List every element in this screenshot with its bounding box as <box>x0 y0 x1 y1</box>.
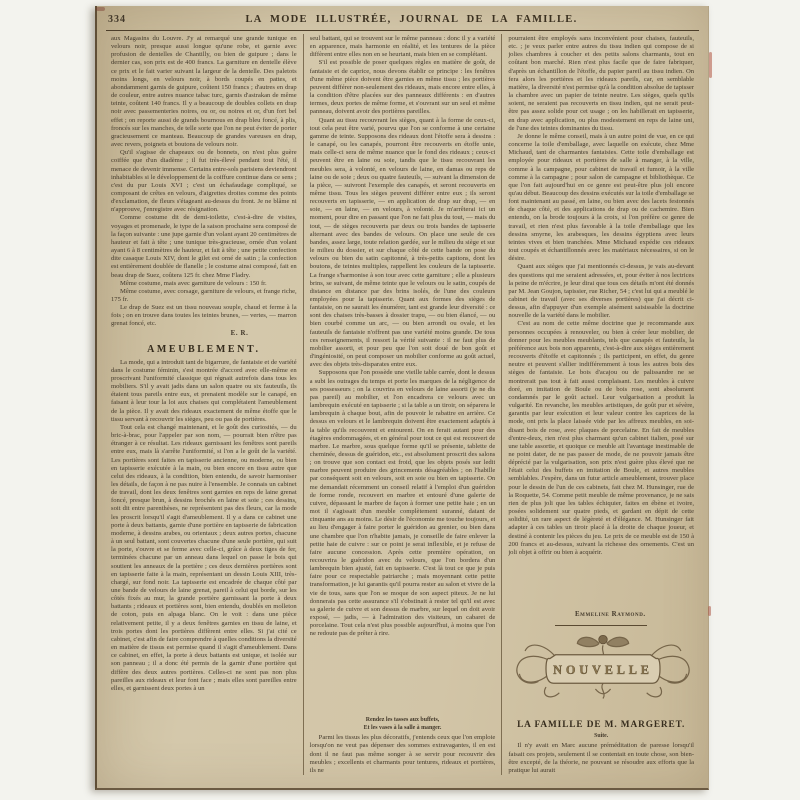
column-2 <box>303 34 502 775</box>
paragraph: Supposons que l'on possède une vieille table carrée, dont le dessus a subi les outrages du temps et porte les marques de la négligence de ses possesseurs ; on la couvrira en velours de laine assorti (je ne dis pas pareil) au mobilier, et l'on encadrera ce velours avec un lambrequin exécuté en tapisserie ; si la table a un tiroir, on séparera le lambrequin à chaque bout, afin de pouvoir le rabattre en arrière. Ce dessus en velours et le lambrequin doivent être exactement adaptés à la table qu'ils recouvrent et entourent. On en ferait autant pour des étagères endommagées, et en général pour tout ce qui est recouvert de marbre. Le marbre, sous quelque forme qu'il se présente, tablette de cheminée, dessus de guéridon, etc., est absolument proscrit des salons ; on trouve que son contact est froid, que les objets posés sur ledit marbre peuvent produire des grincements désagréables ; on l'habille par conséquent soit en velours, soit en soie ou bien en tapisserie. On me demandait récemment un conseil relatif à l'emploi d'un guéridon de forme ronde, recouvert en marbre et entouré d'une galerie de cuivre, dépassant le marbre de façon à former une petite haie ; en un mot il s'agissait d'un meuble complètement suranné, datant de cinquante ans au moins. Le désir de l'économie me touche toujours, et au lieu d'engager à faire porter le guéridon au grenier, ou bien dans une chambre que l'on n'habite jamais, je conseille de faire enlever la petite haie de cuivre : sur ce point je serai inflexible, et je refuse de faire aucune concession. Après cette première opération, on recouvrira le guéridon avec du velours, que l'on bordera d'un lambrequin bien ajusté, fait en tapisserie. C'est là tout ce que je puis faire pour ce respectable patriarche ; mais moyennant cette petite transformation, je lui garantis qu'il pourra rester au salon et vivre de la vie de tous, sans que l'on se moque de son aspect piteux. Je ne lui donnerais pas cette assurance s'il s'obstinait à rester tel qu'il est avec sa galerie de cuivre et son dessus de marbre, sur lequel on doit avoir exposé, — jadis, — à l'admiration des visiteurs, un cabaret de porcelaine. Tout cela n'est plus possible aujourd'hui, à moins que l'on ne redoute pas de prêter à rire. <box>309 369 496 638</box>
paragraph: C'est au nom de cette même doctrine que je recommande aux personnes occupées à renouveler, ou bien à créer leur mobilier, de donner pour les meubles meublants, tels que canapés et fauteuils, la préférence aux bois non apparents, c'est-à-dire aux sièges entièrement recouverts d'étoffe et capitonnés ; ils participent, en effet, du genre neutre et peuvent s'allier indifféremment à tous les autres bois des sièges de fantaisie. Le bois d'acajou ou de palissandre ne se montrerait pas tout à fait aussi complaisant. Les meubles à cuivre doré, en imitation de Boule ou de bois rose, sont absolument condamnés par le goût actuel. Leur vulgarisation a produit la vulgarité. En revanche, les meubles artistiques, de goût pur et sévère, garantis par leur exécution et leur valeur contre les caprices de la mode, ont pris la place laissée vide par les affreux meubles, en soi-disant bois de rose, avec plaques de porcelaine. En fait de meubles d'entre-deux, rien n'est plus charmant qu'un cabinet italien, posé sur une table assortie, et quoique ce meuble ait l'avantage inestimable de ne point dater, de ne pas passer de mode, de ne pouvoir jamais être déprécié par la vulgarisation, son prix n'est guère plus élevé que ne l'était celui des buffets en imitation de Boule, et autres meubles semblables. J'espère, dans un futur article ameublement, trouver place pour le dessin de l'un de ces cabinets, fait chez M. Hunsinger, rue de la Roquette, 54. Comme petit meuble de même provenance, je ne sais rien de plus joli que les tables échiquier, faites en ébène et ivoire, posées solidement sur quatre pieds, et gardant en dépit de cette solidité, un rare aspect de légèreté et d'élégance. M. Hunsinger fait adapter à ces tables un tiroir placé à la droite de chaque joueur, et destiné à contenir les pièces du jeu. Le prix de ce meuble est de 150 à 200 francs et au-dessus, suivant la richesse des ornements. C'est un joli objet à offrir ou bien à acquérir. <box>508 320 695 556</box>
page-header <box>106 12 699 31</box>
column-3-text <box>508 35 694 610</box>
column-3-footer <box>508 610 694 775</box>
paragraph: seul battant, qui se trouvent sur le même panneau : donc il y a variété en apparence, mais harmonie en réalité, et les tentures de la pièce diffèrent entre elles non en se heurtant, mais bien en se complétant. <box>309 35 496 59</box>
column-3 <box>501 34 700 775</box>
author-signature: E. R. <box>230 329 249 337</box>
paragraph: Le drap de Suez est un tissu nouveau souple, chaud et ferme à la fois ; on en trouve dans toutes les teintes brunes, — vertes, — marron grenat foncé, etc. <box>111 304 297 328</box>
column-2-footer <box>310 714 496 775</box>
paragraph: Quant aux sièges que j'ai mentionnés ci-dessus, je vais au-devant des questions qui me seraient adressées, et, pour éviter à nos lectrices la peine de m'écrire, je leur dirai que tous ces détails m'ont été donnés par M. Jean Goujon, tapissier, rue Richer, 54 ; c'est lui qui a meublé le cabinet de travail (avec ses diverses portières) que j'ai décrit ci-dessus, afin d'appuyer d'un exemple aisément saisissable la doctrine nouvelle de la variété dans le mobilier. <box>508 263 695 320</box>
scan-artifact <box>709 52 712 78</box>
verse-couplet: Rendez les tasses aux buffets, Et les vases à la salle à manger. <box>363 717 442 731</box>
paragraph: Parmi les tissus les plus décoratifs, j'entends ceux que l'on emploie lorsqu'on ne veut pas dépenser des sommes extravagantes, il en est dont il ne faut pas même songer à se servir pour recouvrir des meubles ; excellents et charmants pour tentures, rideaux et portières, ils ne <box>309 734 496 774</box>
nouvelle-cartouche <box>508 630 698 715</box>
paragraph: Même costume, avec corsage, garniture de velours, et frange riche, 175 fr. <box>111 287 297 303</box>
paragraph: aux Magasins du Louvre. J'y ai remarqué une grande tunique en velours noir, presque aussi longue qu'une robe, et garnie avec profusion de dentelles de Chantilly, ou bien de guipure ; dans le dernier cas, son prix est de 400 francs. La garniture en dentelle élève ce prix et le fait varier suivant la largeur de la dentelle. Des paletots moins longs, en velours noir, à bords coupés en pattes, et abondamment garnis de guipure, coûtent 150 francs ; d'autres en drap de couleur, entre autres nuance tabac turc, garnis d'astrakan de même teinte, coûtent 140 francs. Il y a beaucoup de doubles collets en drap noir avec passementeries noires, ou or, ou noires et or, d'un fort bel effet ; on reporte aussi de grands bournous en drap bleu foncé, à plis, froncés sur les manches, de telle sorte que l'on ne peut éviter de porter gracieusement ce manteau. Beaucoup de grandes vareuses en drap, avec revers, poignets et boutons de velours noir. <box>111 35 297 149</box>
columns-container <box>105 34 700 775</box>
story-subtitle: Suite. <box>594 733 609 740</box>
svg-text:NOUVELLE: NOUVELLE <box>553 663 654 678</box>
scan-artifact <box>708 606 711 616</box>
paragraph: Qu'il s'agisse de chapeaux ou de bonnets, on n'est plus guère coiffée que d'un diadème ; il fut très-élevé pendant tout l'été, il menace de devenir immense. Certains entre-sols parisiens deviendront inhabitables si le développement de la coiffure continue dans ce sens ; c'est du pur Louis XVI ; c'est un échafaudage compliqué, se composant de crêtes en velours, d'aigrettes droites comme des points d'exclamation, de fleurs s'étageant au-dessus du front. Je ne blâme ni n'approuve, j'enregistre avec résignation. <box>111 149 297 214</box>
author-signature: Emmeline Raymond. <box>574 611 646 619</box>
newspaper-page <box>95 6 709 790</box>
paragraph: Quant au tissu recouvrant les sièges, quant à la forme de ceux-ci, tout cela peut être varié, pourvu que l'on se conforme à une certaine gamme de teinte. Supposons des rideaux dont l'étoffe sera à dessins : le canapé, ou les canapés, pourront être recouverts en étoffe unie, mais celle-ci sera de même nuance que le fond des rideaux ; ceux-ci peuvent être en laine ou soie, tandis que le tissu recouvrant les meubles sera, à volonté, en velours de laine, en damas ou reps de laine ou de soie ; deux ou quatre fauteuils, — suivant la dimension de la pièce, — suivront l'exemple des canapés, et seront recouverts en même tissu. Tous les sièges peuvent différer entre eux ; ils seront recouverts en tapisserie, — en application de drap sur drap, — en soie, — en laine, — en velours, à volonté. Je m'arrêterai ici un moment, pour dire en passant que l'on ne fait plus du tout, — mais du tout, — de sièges recouverts par deux ou trois bandes de tapisserie alternant avec des bandes de velours. On place une seule de ces bandes, assez large, toute relation gardée, sur le milieu du siège et sur le milieu du dossier, et sur chaque côté de cette bande on pose du velours ou bien du satin capitonné, à très-petits capitons, dont les boutons, de teintes multiples, rappellent les couleurs de la tapisserie. La frange s'harmonise à son tour avec cette garniture ; elle a plusieurs brins, se suivant, de même teinte que le velours ou le satin, coupés de distance en distance par des brins isolés, de l'une des couleurs employées pour la tapisserie. Quant aux formes des sièges de fantaisie, on ne saurait les énumérer, tant est grande leur diversité : ce sont des chaises très-basses à dossier trapu, — ou bien élancé, — ou bien courbé comme un arc, — ou bien arrondi ou ovale, et les fauteuils de fantaisie n'offrent pas une variété moins grande. De tous ces renseignements, il ressort la vérité suivante : il ne faut plus de mobilier assorti, et pour peu que l'on soit doué de bon goût et d'ingéniosité, on peut composer un mobilier conforme au goût actuel, avec des objets très-disparates entre eux. <box>309 116 496 369</box>
paragraph: Je donne le même conseil, mais à un autre point de vue, en ce qui concerne la toile d'emballage, avec laquelle on exécute, chez Mme Michaud, tant de charmantes fantaisies. Cette toile d'emballage est employée pour rideaux et portières de salle à manger, à la ville, comme à la campagne, pour cabinet de travail et fumoir, à la ville comme à la campagne ; pour salon de campagne et bibliothèque. Ce que l'on fait aujourd'hui en ce genre est peut-être plus joli encore qu'au début. Beaucoup des dessins exécutés sur la toile d'emballage se font maintenant au passé, en laine, ou bien avec des lacets festonnés de chaque côté, et des applications de drap ou de cachemire. Bien entendu, on la brode toujours à la croix, si l'on préfère ce genre de travail, et rien n'est plus favorable à la toile d'emballage que les dessins smyrne, les arabesques, les dessins égyptiens avec leurs teintes vives et bien tranchées. Mme Michaud expédie ces rideaux tout coupés et échantillonnés avec les matériaux nécessaires, si on le désire. <box>508 132 695 263</box>
paragraph: pourraient être employés sans inconvénient pour chaises, fauteuils, etc. ; je veux parler entre autres du tissu indien qui compose de si jolies chambres à coucher et des petits salons charmants, tout en coûtant bon marché. Rien n'est plus facile que de faire fabriquer, d'après un échantillon de l'étoffe, du papier pareil au tissu indien. On fera alors les portières et les rideaux pareils, car, en semblable matière, la diversité n'est permise qu'à la condition absolue de tapisser la chambre avec un papier de teinte neutre. Les sièges, quels qu'ils soient, ne seraient pas recouverts en tissu indien, qui ne serait peut-être pas assez solide pour cet usage ; on les habillerait en tapisserie, en drap avec application, ou plus modestement en reps de laine uni, de l'une des teintes dominantes du tissu. <box>508 35 695 132</box>
section-heading: AMEUBLEMENT. <box>147 343 261 355</box>
scan-artifact <box>96 7 105 11</box>
column-2-text <box>310 35 496 714</box>
paragraph: Il n'y avait en Marc aucune préméditation de paresse lorsqu'il faisait ces projets, seulement il se contentait en toute chose, son bien-être excepté, de la théorie, ne pouvant se résoudre aux efforts que la pratique lui aurait <box>508 742 695 774</box>
column-1 <box>105 34 303 775</box>
paragraph: Comme costume dit de demi-toilette, c'est-à-dire de visites, voyages et promenade, le type de la saison prochaine sera composé de la façon suivante : une jupe garnie d'un volant ayant 20 centimètres de hauteur et fait à tête ; une tunique très-gracieuse, ornée d'un volant ayant 6 à 8 centimètres de hauteur, et fait à tête ; une petite confection dite casaque Louis XIV, dont le gilet est orné de satin ; la confection est entièrement doublée de flanelle ; le costume ainsi composé, fait en beau drap de Suez, coûtera 125 fr. chez Mme Fladry. <box>111 214 297 279</box>
paragraph: Même costume, mais avec garniture de velours : 150 fr. <box>120 279 267 287</box>
story-title: LA FAMILLE DE M. MARGERET. <box>517 720 686 731</box>
paragraph: La mode, qui a introduit tant de bigarrure, de fantaisie et de variété dans le costume féminin, s'est montrée d'accord avec elle-même en proscrivant l'uniformité classique qui régnait autrefois dans tous les mobiliers. S'il y avait jadis dans un salon quatre ou six fauteuils, ils étaient tous pareils entre eux, et prenaient modèle sur le canapé, en faisant à leur tour la loi aux chaises qui complétaient l'ameublement de la pièce. Il y avait des rideaux exactement de même étoffe que le tissu servant à recouvrir les sièges, peu ou pas de portières. <box>111 358 297 423</box>
journal-title: LA MODE ILLUSTRÉE, JOURNAL DE LA FAMILLE. <box>245 14 578 25</box>
column-1-text <box>111 35 297 775</box>
nouvelle-engraving <box>508 630 698 710</box>
divider-rule <box>555 625 647 626</box>
page-number: 334 <box>108 14 126 25</box>
paragraph: Tout cela est changé maintenant, et le goût des curiosités, — du bric-à-brac, pour l'appeler par son nom, — pourrait bien n'être pas étranger à ce résultat. Les rideaux garnissant les fenêtres sont pareils entre eux, mais là s'arrête l'uniformité, si l'on a le goût de la variété. Les portières sont faites en tapisserie ancienne, ou moderne, ou bien en tapisserie exécutée à la main, ou bien encore en tissu autre que celui des rideaux, à la condition, bien entendu, de savoir harmoniser les détails, de façon à ne pas nuire à l'ensemble. Je connais un cabinet de travail, dont les deux fenêtres sont garnies en reps de laine grenat foncé, presque brun, à dessins brochés en laine et soie ; ces dessins, soit dit entre parenthèses, ne représentent pas des fleurs, car la mode les proscrit lorsqu'il s'agit d'ameublement. Il y a dans ce cabinet une porte à deux battants, garnie d'une portière en tapisserie de fabrication moderne, à dessins arabes, ou orientaux ; deux autres portes, chacune à un seul battant, sont couvertes chacune d'une seule portière, qui suit la porte, s'ouvre et se ferme avec celle-ci, grâce à deux tiges de fer, terminées chacune par un anneau dans lequel on passe le bois qui soutient les anneaux de la portière ; ces deux dernières portières sont en tapisserie faite à la main, représentant un dessin Louis XIII, très-chargé, sur fond noir. La tapisserie est encadrée de chaque côté par une bande de velours de laine grenat, pareil à celui qui borde, sur les côtés fixés au mur, la grande portière garnissant la porte à deux battants ; rideaux et portières sont, bien entendu, doublés en molleton de coton, puis en alpaga blanc. On le voit : dans une pièce relativement petite, il y a deux fenêtres garnies en tissu de laine, et trois portes dont les portières diffèrent entre elles. Si j'ai cité ce cabinet, c'est afin de faire comprendre à quelles conditions la diversité en matière de tissus est permise quand il s'agit d'ameublement. Dans ce cabinet, en effet, la porte à deux battants est unique, et isolée sur son panneau ; il a donc été permis de la garnir d'une portière qui diffère des deux autres portières. Celles-ci ne sont pas non plus pareilles aux rideaux et leur font face ; mais elles sont pareilles entre elles, et garnissent deux portes à un <box>111 423 297 692</box>
paragraph: S'il est possible de poser quelques règles en matière de goût, de fantaisie et de caprice, nous devons établir ce principe : les fenêtres d'une même pièce doivent être garnies en même tissu ; les portières peuvent différer non-seulement des rideaux, mais encore entre elles, à la condition d'être placées sur des panneaux différents : en d'autres termes, deux portes de même forme, et s'ouvrant sur un seul et même panneau, doivent avoir des portières pareilles. <box>309 59 496 116</box>
